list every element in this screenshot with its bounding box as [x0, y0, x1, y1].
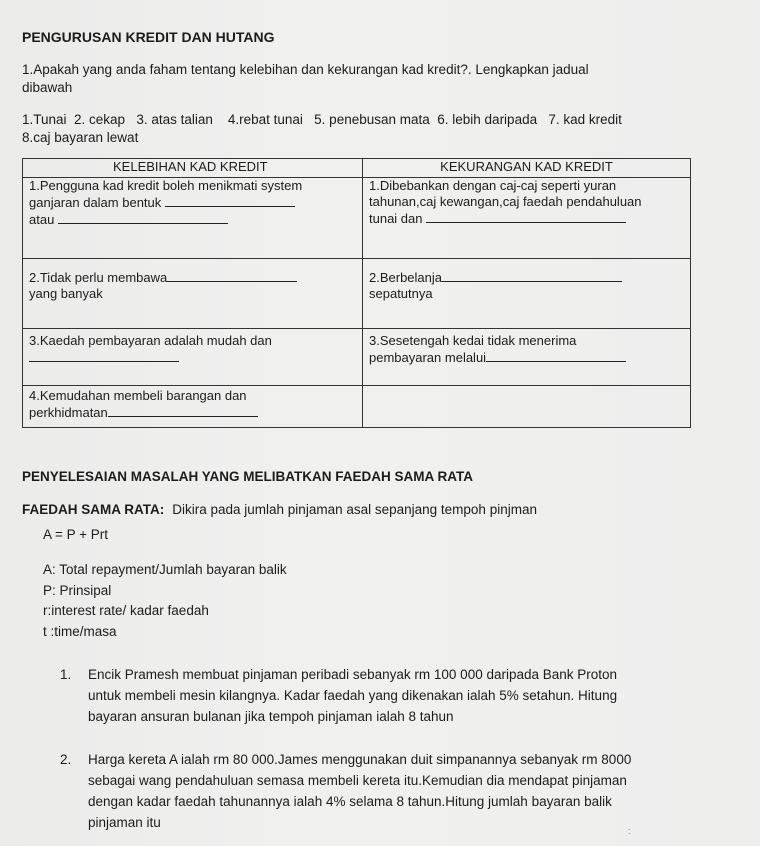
cell-line: 2.Tidak perlu membawa: [29, 269, 356, 286]
page-mark: :: [628, 826, 631, 836]
answer-blank[interactable]: [108, 404, 258, 417]
cell-line: ganjaran dalam bentuk: [29, 194, 356, 211]
table-row: [23, 259, 691, 329]
cell-line: 3.Kaedah pembayaran adalah mudah dan: [29, 333, 272, 348]
cell-line: sepatutnya: [369, 286, 433, 301]
cell-line: 4.Kemudahan membeli barangan dan: [29, 388, 247, 403]
problem-line: bayaran ansuran bulanan jika tempoh pinjaman ialah 8 tahun: [88, 709, 454, 724]
table-cell: [23, 259, 363, 329]
definition-item: t :time/masa: [43, 624, 117, 639]
answer-blank[interactable]: [58, 211, 228, 224]
credit-card-table: [22, 158, 691, 428]
table-row: [23, 329, 691, 386]
table-cell: [23, 178, 363, 259]
answer-blank[interactable]: [29, 349, 179, 362]
question-1-line-2: dibawah: [22, 80, 73, 95]
answer-blank[interactable]: [442, 269, 622, 282]
table-cell: [363, 386, 691, 428]
page-title: PENGURUSAN KREDIT DAN HUTANG: [22, 29, 275, 45]
definition-item: A: Total repayment/Jumlah bayaran balik: [43, 562, 287, 577]
table-cell: [363, 178, 691, 259]
answer-options-line-1: 1.Tunai 2. cekap 3. atas talian 4.rebat tunai 5. penebusan mata 6. lebih daripada 7. kad kredit: [22, 112, 622, 127]
table-cell: [23, 386, 363, 428]
table-cell: [363, 329, 691, 386]
table-row: [23, 178, 691, 259]
cell-line: atau: [29, 211, 356, 228]
cell-line: [29, 349, 356, 366]
question-1-line-1: 1.Apakah yang anda faham tentang kelebihan dan kekurangan kad kredit?. Lengkapkan jadual: [22, 62, 589, 77]
problem-line: pinjaman itu: [88, 815, 161, 830]
answer-options-line-2: 8.caj bayaran lewat: [22, 130, 139, 145]
table-row: [23, 386, 691, 428]
answer-blank[interactable]: [486, 349, 626, 362]
problem-line: sebagai wang pendahuluan semasa membeli kereta itu.Kemudian dia mendapat pinjaman: [88, 773, 627, 788]
answer-blank[interactable]: [165, 194, 295, 207]
answer-blank[interactable]: [426, 210, 626, 223]
problem-line: Harga kereta A ialah rm 80 000.James menggunakan duit simpanannya sebanyak rm 8000: [88, 752, 632, 767]
table-cell: [23, 329, 363, 386]
problem-number: 1.: [60, 667, 72, 682]
problem-line: Encik Pramesh membuat pinjaman peribadi sebanyak rm 100 000 daripada Bank Proton: [88, 667, 618, 682]
table-cell: [363, 259, 691, 329]
problem-number: 2.: [60, 752, 72, 767]
table-header-row: [23, 159, 691, 178]
faedah-label: FAEDAH SAMA RATA:: [22, 502, 165, 517]
cell-line: tahunan,caj kewangan,caj faedah pendahuluan: [369, 194, 642, 209]
cell-line: yang banyak: [29, 286, 103, 301]
section-heading: PENYELESAIAN MASALAH YANG MELIBATKAN FAEDAH SAMA RATA: [22, 469, 474, 484]
formula: A = P + Prt: [43, 527, 109, 542]
cell-line: 1.Dibebankan dengan caj-caj seperti yuran: [369, 178, 617, 193]
cell-line: pembayaran melalui: [369, 349, 684, 366]
faedah-sama-rata-definition: [22, 502, 537, 517]
header-kekurangan: KEKURANGAN KAD KREDIT: [363, 159, 691, 178]
answer-blank[interactable]: [167, 269, 297, 282]
cell-line: 1.Pengguna kad kredit boleh menikmati system: [29, 178, 303, 193]
problem-line: dengan kadar faedah tahunannya ialah 4% selama 8 tahun.Hitung jumlah bayaran balik: [88, 794, 612, 809]
definition-item: r:interest rate/ kadar faedah: [43, 603, 209, 618]
definition-item: P: Prinsipal: [43, 583, 112, 598]
cell-line: tunai dan: [369, 210, 684, 227]
cell-line: 2.Berbelanja: [369, 269, 684, 286]
header-kelebihan: KELEBIHAN KAD KREDIT: [23, 159, 363, 178]
problem-line: untuk membeli mesin kilangnya. Kadar faedah yang dikenakan ialah 5% setahun. Hitung: [88, 688, 618, 703]
cell-line: perkhidmatan: [29, 404, 356, 421]
faedah-description: Dikira pada jumlah pinjaman asal sepanjang tempoh pinjman: [172, 502, 537, 517]
cell-line: 3.Sesetengah kedai tidak menerima: [369, 333, 577, 348]
